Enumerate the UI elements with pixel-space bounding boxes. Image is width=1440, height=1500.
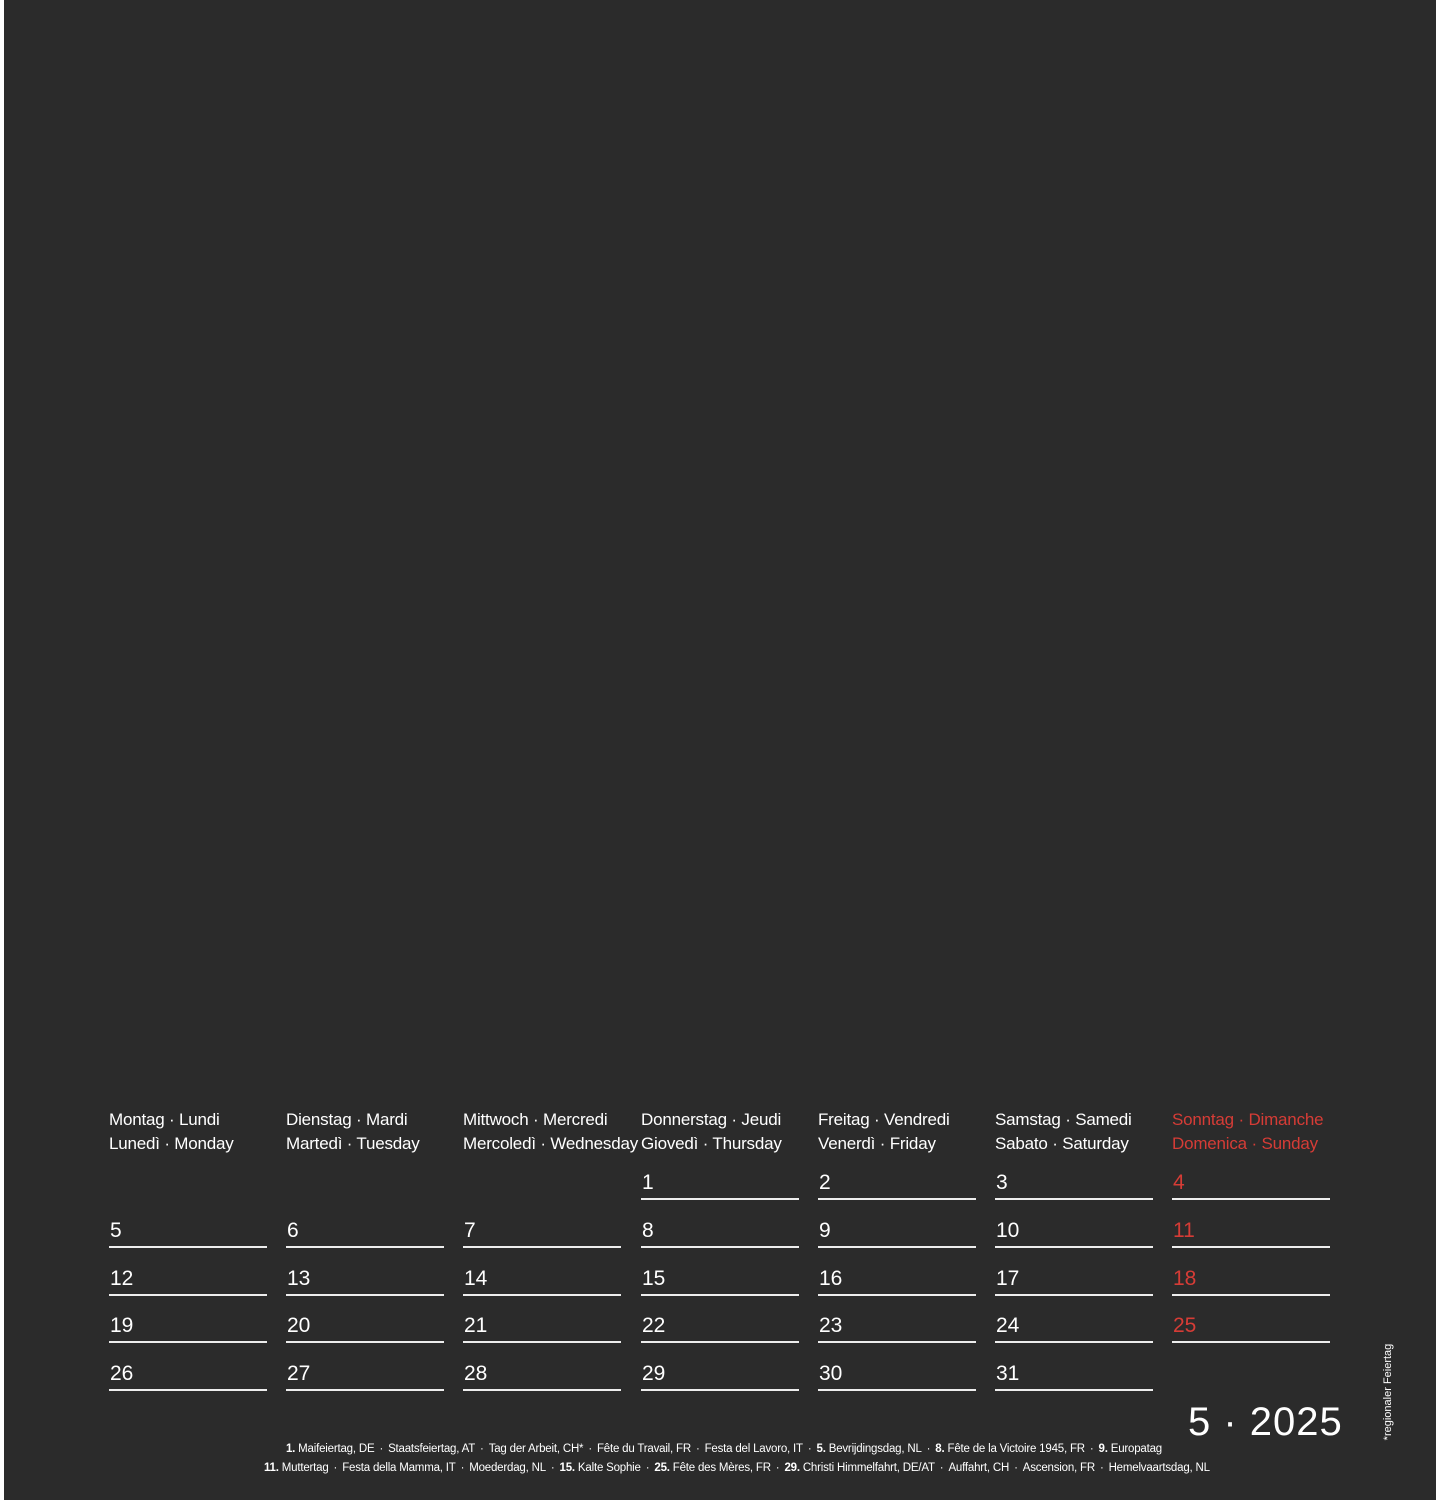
day-cell[interactable] <box>818 1164 976 1200</box>
day-cell[interactable] <box>995 1260 1153 1296</box>
holiday-name: Staatsfeiertag, AT <box>388 1443 476 1455</box>
day-cell[interactable] <box>463 1212 621 1248</box>
separator-dot: · <box>1014 1462 1018 1474</box>
day-number: 31 <box>996 1362 1020 1385</box>
separator-dot: · <box>550 1462 555 1474</box>
weekday-header <box>818 1108 988 1156</box>
holiday-name: Muttertag <box>281 1462 329 1474</box>
month-year-label: 5 · 2025 <box>1188 1400 1343 1444</box>
holiday-name: Festa della Mamma, IT <box>342 1462 456 1474</box>
weekday-label: Mittwoch · Mercredi <box>463 1110 608 1129</box>
day-number: 1 <box>642 1171 654 1194</box>
day-number: 9 <box>819 1219 831 1242</box>
day-number: 17 <box>996 1267 1020 1290</box>
day-cell[interactable] <box>463 1355 621 1391</box>
weekday-header <box>995 1108 1165 1156</box>
day-cell[interactable] <box>286 1307 444 1343</box>
day-cell[interactable] <box>995 1307 1153 1343</box>
weekday-label: Sonntag · Dimanche <box>1172 1110 1324 1129</box>
holiday-name: Hemelvaartsdag, NL <box>1108 1462 1210 1474</box>
day-cell[interactable] <box>641 1307 799 1343</box>
day-number: 28 <box>464 1362 488 1385</box>
holiday-name: Tag der Arbeit, CH* <box>488 1443 584 1455</box>
day-number: 18 <box>1173 1267 1197 1290</box>
holiday-name: Fête du Travail, FR <box>596 1443 691 1455</box>
day-cell[interactable] <box>286 1212 444 1248</box>
day-cell[interactable] <box>995 1164 1153 1200</box>
holiday-name: Europatag <box>1110 1443 1163 1455</box>
day-cell[interactable] <box>109 1355 267 1391</box>
holiday-name: Christi Himmelfahrt, DE/AT <box>802 1462 935 1474</box>
day-number: 12 <box>110 1267 134 1290</box>
holiday-name: Ascension, FR <box>1022 1462 1095 1474</box>
day-number: 10 <box>996 1219 1020 1242</box>
day-cell[interactable] <box>818 1212 976 1248</box>
day-number: 5 <box>110 1219 122 1242</box>
day-cell[interactable] <box>286 1260 444 1296</box>
weekday-label: Martedì · Tuesday <box>286 1134 420 1153</box>
weekday-header <box>641 1108 811 1156</box>
day-number: 16 <box>819 1267 843 1290</box>
weekday-label: Samstag · Samedi <box>995 1110 1132 1129</box>
day-cell[interactable] <box>109 1212 267 1248</box>
weekday-label: Dienstag · Mardi <box>286 1110 408 1129</box>
holiday-date: 25. <box>654 1462 670 1474</box>
day-cell[interactable] <box>818 1355 976 1391</box>
separator-dot: · <box>480 1443 484 1455</box>
separator-dot: · <box>1099 1462 1104 1474</box>
day-number: 3 <box>996 1171 1008 1194</box>
weekday-header <box>463 1108 639 1156</box>
day-number: 4 <box>1173 1171 1185 1194</box>
holiday-date: 29. <box>784 1462 800 1474</box>
day-number: 23 <box>819 1314 843 1337</box>
weekday-label: Venerdì · Friday <box>818 1134 936 1153</box>
holiday-date: 15. <box>559 1462 575 1474</box>
holiday-name: Maifeiertag, DE <box>298 1443 375 1455</box>
day-number: 19 <box>110 1314 134 1337</box>
day-number: 15 <box>642 1267 666 1290</box>
calendar-page <box>4 0 1436 1500</box>
day-cell[interactable] <box>995 1355 1153 1391</box>
separator-dot: · <box>588 1443 592 1455</box>
weekday-label: Domenica · Sunday <box>1172 1134 1318 1153</box>
holiday-line <box>264 1443 1184 1455</box>
holiday-name: Kalte Sophie <box>577 1462 641 1474</box>
day-cell[interactable] <box>1172 1260 1330 1296</box>
day-number: 22 <box>642 1314 666 1337</box>
separator-dot: · <box>333 1462 338 1474</box>
holiday-line <box>264 1462 1210 1474</box>
holiday-name: Festa del Lavoro, IT <box>704 1443 803 1455</box>
day-cell[interactable] <box>1172 1307 1330 1343</box>
weekday-label: Montag · Lundi <box>109 1110 220 1129</box>
day-number: 27 <box>287 1362 311 1385</box>
day-number: 11 <box>1173 1219 1195 1242</box>
day-number: 14 <box>464 1267 488 1290</box>
day-cell[interactable] <box>818 1307 976 1343</box>
day-number: 26 <box>110 1362 134 1385</box>
weekday-header <box>1172 1108 1342 1156</box>
weekday-label: Lunedì · Monday <box>109 1134 234 1153</box>
day-cell[interactable] <box>641 1355 799 1391</box>
separator-dot: · <box>926 1443 931 1455</box>
day-cell[interactable] <box>1172 1212 1330 1248</box>
separator-dot: · <box>695 1443 700 1455</box>
day-cell[interactable] <box>1172 1164 1330 1200</box>
separator-dot: · <box>645 1462 650 1474</box>
weekday-label: Giovedì · Thursday <box>641 1134 782 1153</box>
day-cell[interactable] <box>463 1307 621 1343</box>
day-number: 7 <box>464 1219 476 1242</box>
day-number: 2 <box>819 1171 831 1194</box>
day-number: 25 <box>1173 1314 1197 1337</box>
separator-dot: · <box>807 1443 812 1455</box>
holiday-date: 8. <box>935 1443 945 1455</box>
day-cell[interactable] <box>286 1355 444 1391</box>
holiday-name: Bevrijdingsdag, NL <box>828 1443 922 1455</box>
day-number: 6 <box>287 1219 299 1242</box>
day-cell[interactable] <box>109 1307 267 1343</box>
separator-dot: · <box>939 1462 944 1474</box>
day-cell[interactable] <box>641 1164 799 1200</box>
holiday-name: Fête des Mères, FR <box>672 1462 771 1474</box>
holiday-name: Auffahrt, CH <box>948 1462 1010 1474</box>
holiday-date: 11. <box>264 1462 279 1474</box>
separator-dot: · <box>460 1462 465 1474</box>
holiday-date: 9. <box>1098 1443 1108 1455</box>
weekday-header <box>286 1108 456 1156</box>
day-number: 30 <box>819 1362 843 1385</box>
weekday-header <box>109 1108 279 1156</box>
day-number: 21 <box>464 1314 488 1337</box>
day-number: 24 <box>996 1314 1020 1337</box>
day-cell[interactable] <box>818 1260 976 1296</box>
weekday-label: Donnerstag · Jeudi <box>641 1110 782 1129</box>
holiday-date: 5. <box>816 1443 826 1455</box>
day-number: 8 <box>642 1219 654 1242</box>
day-cell[interactable] <box>641 1260 799 1296</box>
weekday-label: Mercoledì · Wednesday <box>463 1134 639 1153</box>
separator-dot: · <box>775 1462 780 1474</box>
holiday-name: Fête de la Victoire 1945, FR <box>947 1443 1085 1455</box>
day-cell[interactable] <box>109 1260 267 1296</box>
day-number: 29 <box>642 1362 666 1385</box>
day-number: 13 <box>287 1267 311 1290</box>
holiday-name: Moederdag, NL <box>469 1462 546 1474</box>
holiday-date: 1. <box>285 1443 296 1455</box>
weekday-label: Sabato · Saturday <box>995 1134 1129 1153</box>
image-area <box>4 0 1436 1080</box>
day-cell[interactable] <box>641 1212 799 1248</box>
day-cell[interactable] <box>463 1260 621 1296</box>
weekday-label: Freitag · Vendredi <box>818 1110 950 1129</box>
separator-dot: · <box>379 1443 384 1455</box>
separator-dot: · <box>1089 1443 1094 1455</box>
regional-holiday-note: *regionaler Feiertag <box>1382 1343 1394 1441</box>
day-number: 20 <box>287 1314 311 1337</box>
day-cell[interactable] <box>995 1212 1153 1248</box>
